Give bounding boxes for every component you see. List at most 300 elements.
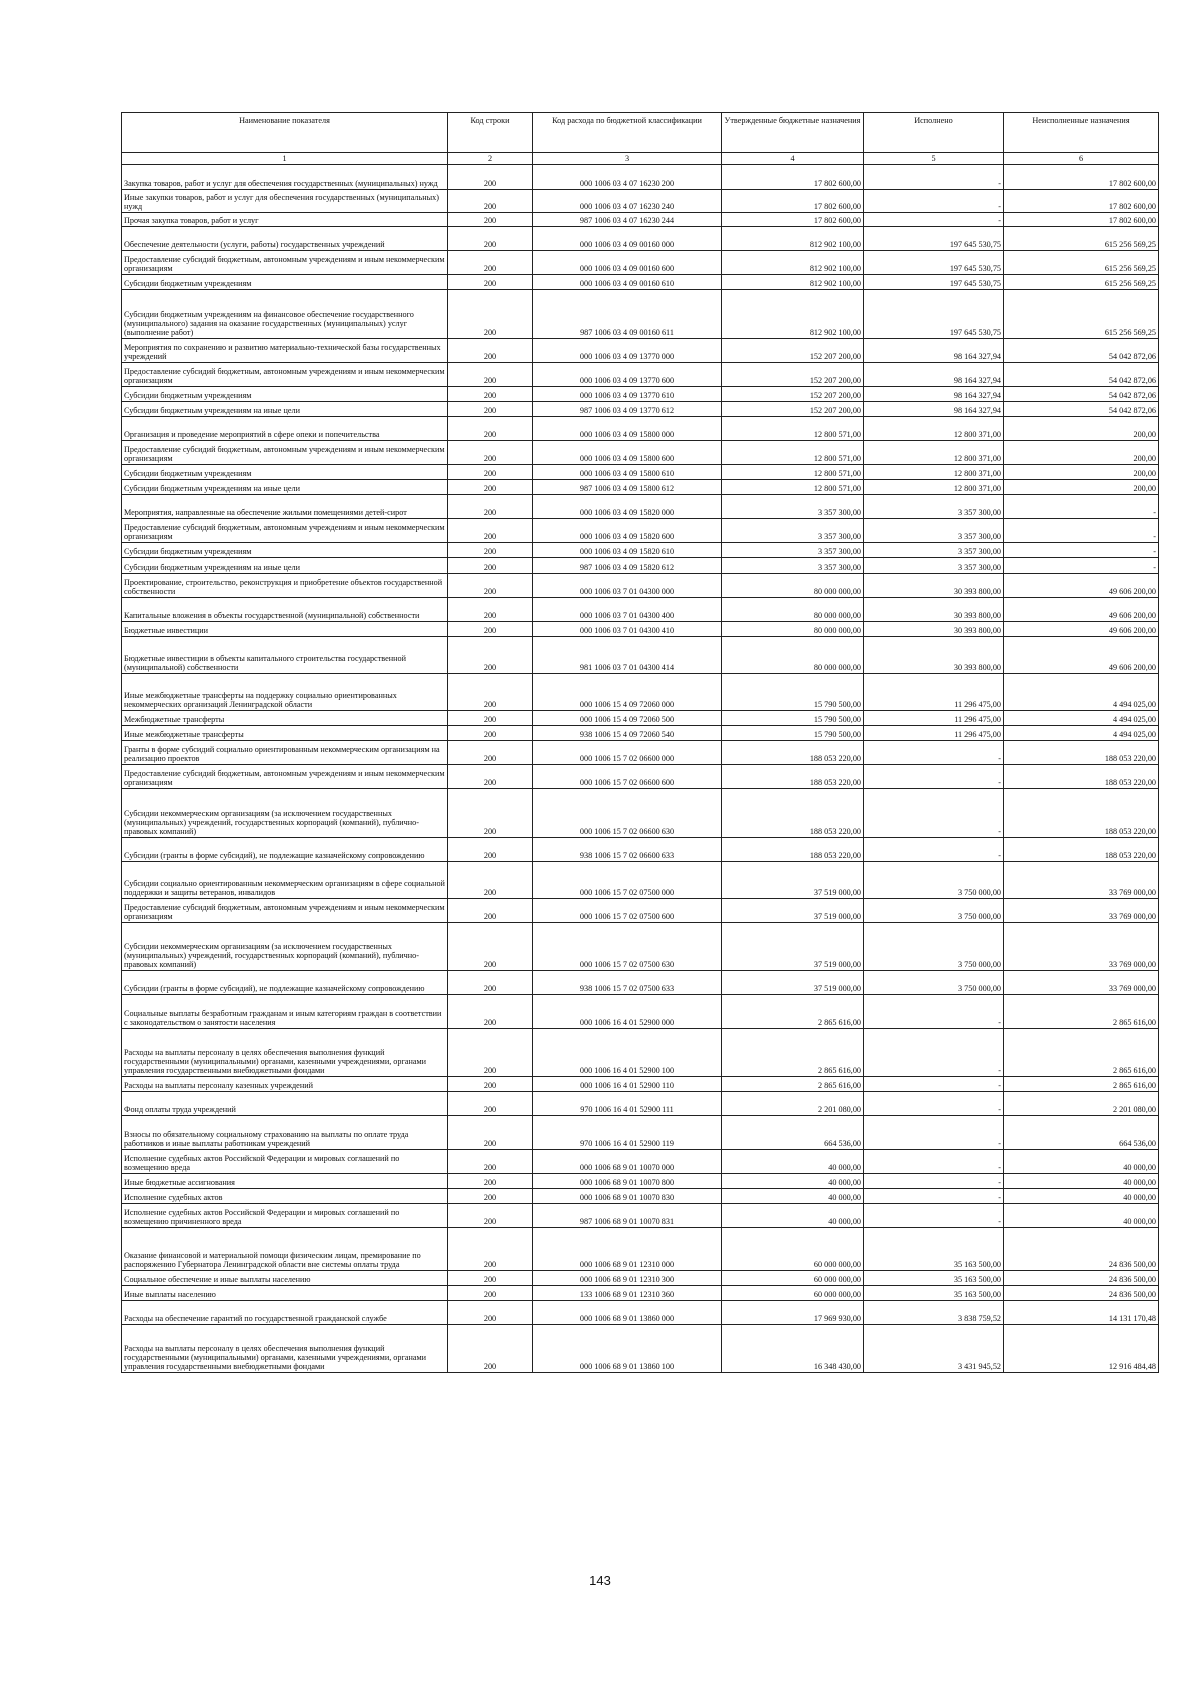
row-line-code: 200 (448, 519, 533, 543)
row-line-code: 200 (448, 558, 533, 574)
row-remaining-amount: 24 836 500,00 (1004, 1286, 1159, 1301)
row-executed-amount: 3 357 300,00 (864, 519, 1004, 543)
row-name: Капитальные вложения в объекты государственной (муниципальной) собственности (122, 598, 448, 622)
header-number-row (122, 153, 1159, 165)
row-approved-amount: 15 790 500,00 (722, 726, 864, 741)
row-line-code: 200 (448, 227, 533, 251)
row-remaining-amount: 33 769 000,00 (1004, 971, 1159, 995)
row-executed-amount: 98 164 327,94 (864, 363, 1004, 387)
row-line-code: 200 (448, 387, 533, 402)
row-approved-amount: 812 902 100,00 (722, 227, 864, 251)
row-line-code: 200 (448, 1029, 533, 1077)
table-row (122, 1077, 1159, 1092)
table-row (122, 165, 1159, 190)
row-remaining-amount: 4 494 025,00 (1004, 726, 1159, 741)
header-executed: Исполнено (864, 113, 1004, 153)
row-approved-amount: 2 865 616,00 (722, 1029, 864, 1077)
row-approved-amount: 812 902 100,00 (722, 290, 864, 339)
row-name: Предоставление субсидий бюджетным, автономным учреждениям и иным некоммерческим организациям (122, 899, 448, 923)
row-budget-code: 000 1006 15 7 02 07500 630 (533, 923, 722, 971)
row-budget-code: 000 1006 03 4 09 00160 610 (533, 275, 722, 290)
row-approved-amount: 3 357 300,00 (722, 558, 864, 574)
row-budget-code: 000 1006 68 9 01 10070 000 (533, 1150, 722, 1174)
header-line-code: Код строки (448, 113, 533, 153)
row-name: Иные закупки товаров, работ и услуг для обеспечения государственных (муниципальных) нужд (122, 190, 448, 213)
row-approved-amount: 37 519 000,00 (722, 899, 864, 923)
header-budget-code: Код расхода по бюджетной классификации (533, 113, 722, 153)
row-name: Мероприятия по сохранению и развитию материально-технической базы государственных учреждений (122, 339, 448, 363)
row-executed-amount: - (864, 1150, 1004, 1174)
row-name: Иные межбюджетные трансферты на поддержку социально ориентированных некоммерческих организаций Ленинградской области (122, 674, 448, 711)
row-name: Исполнение судебных актов Российской Федерации и мировых соглашений по возмещению вреда (122, 1150, 448, 1174)
row-executed-amount: 197 645 530,75 (864, 290, 1004, 339)
row-approved-amount: 15 790 500,00 (722, 674, 864, 711)
row-line-code: 200 (448, 1092, 533, 1116)
row-line-code: 200 (448, 862, 533, 899)
row-approved-amount: 17 802 600,00 (722, 190, 864, 213)
column-number: 6 (1004, 153, 1159, 165)
row-name: Мероприятия, направленные на обеспечение жилыми помещениями детей-сирот (122, 495, 448, 519)
row-budget-code: 000 1006 15 4 09 72060 500 (533, 711, 722, 726)
row-name: Предоставление субсидий бюджетным, автономным учреждениям и иным некоммерческим организациям (122, 441, 448, 465)
row-line-code: 200 (448, 441, 533, 465)
row-remaining-amount: 49 606 200,00 (1004, 637, 1159, 674)
row-budget-code: 000 1006 03 4 09 15820 600 (533, 519, 722, 543)
row-name: Предоставление субсидий бюджетным, автономным учреждениям и иным некоммерческим организациям (122, 765, 448, 789)
row-budget-code: 000 1006 03 4 09 13770 600 (533, 363, 722, 387)
row-line-code: 200 (448, 674, 533, 711)
row-name: Субсидии бюджетным учреждениям (122, 387, 448, 402)
row-remaining-amount: 49 606 200,00 (1004, 598, 1159, 622)
row-name: Предоставление субсидий бюджетным, автономным учреждениям и иным некоммерческим организациям (122, 519, 448, 543)
table-row (122, 674, 1159, 711)
row-executed-amount: 3 838 759,52 (864, 1301, 1004, 1325)
row-approved-amount: 188 053 220,00 (722, 789, 864, 838)
row-budget-code: 000 1006 68 9 01 13860 100 (533, 1325, 722, 1373)
row-budget-code: 000 1006 15 7 02 07500 000 (533, 862, 722, 899)
row-name: Субсидии бюджетным учреждениям на иные цели (122, 558, 448, 574)
table-row (122, 1029, 1159, 1077)
row-approved-amount: 2 865 616,00 (722, 1077, 864, 1092)
row-name: Гранты в форме субсидий социально ориентированным некоммерческим организациям на реализацию проектов (122, 741, 448, 765)
row-executed-amount: - (864, 1029, 1004, 1077)
table-body (122, 165, 1159, 1373)
row-approved-amount: 3 357 300,00 (722, 495, 864, 519)
row-name: Субсидии (гранты в форме субсидий), не подлежащие казначейскому сопровождению (122, 838, 448, 862)
row-approved-amount: 3 357 300,00 (722, 543, 864, 558)
table-row (122, 465, 1159, 480)
row-executed-amount: - (864, 789, 1004, 838)
table-row (122, 622, 1159, 637)
row-budget-code: 000 1006 68 9 01 13860 000 (533, 1301, 722, 1325)
table-row (122, 637, 1159, 674)
budget-execution-table (121, 112, 1159, 1373)
row-executed-amount: 3 750 000,00 (864, 923, 1004, 971)
row-remaining-amount: 4 494 025,00 (1004, 711, 1159, 726)
row-line-code: 200 (448, 480, 533, 495)
row-executed-amount: 35 163 500,00 (864, 1286, 1004, 1301)
table-row (122, 995, 1159, 1029)
table-row (122, 711, 1159, 726)
table-row (122, 190, 1159, 213)
row-remaining-amount: 2 865 616,00 (1004, 1029, 1159, 1077)
row-executed-amount: 197 645 530,75 (864, 251, 1004, 275)
row-line-code: 200 (448, 637, 533, 674)
row-approved-amount: 188 053 220,00 (722, 741, 864, 765)
row-remaining-amount: 615 256 569,25 (1004, 275, 1159, 290)
table-row (122, 1150, 1159, 1174)
row-budget-code: 000 1006 16 4 01 52900 110 (533, 1077, 722, 1092)
row-approved-amount: 152 207 200,00 (722, 387, 864, 402)
row-executed-amount: 3 750 000,00 (864, 862, 1004, 899)
row-budget-code: 970 1006 16 4 01 52900 111 (533, 1092, 722, 1116)
row-approved-amount: 188 053 220,00 (722, 765, 864, 789)
row-budget-code: 000 1006 03 7 01 04300 000 (533, 574, 722, 598)
row-line-code: 200 (448, 1301, 533, 1325)
row-remaining-amount: 188 053 220,00 (1004, 765, 1159, 789)
row-name: Субсидии бюджетным учреждениям (122, 543, 448, 558)
row-approved-amount: 12 800 571,00 (722, 480, 864, 495)
row-remaining-amount: 33 769 000,00 (1004, 923, 1159, 971)
row-name: Расходы на выплаты персоналу в целях обеспечения выполнения функций государственными (муниципальными) органами, казенными учреждениями, органами управления государственными внебюджетными фондами (122, 1029, 448, 1077)
table-row (122, 495, 1159, 519)
row-name: Межбюджетные трансферты (122, 711, 448, 726)
table-row (122, 480, 1159, 495)
row-approved-amount: 37 519 000,00 (722, 971, 864, 995)
row-budget-code: 987 1006 03 4 09 15800 612 (533, 480, 722, 495)
row-name: Расходы на обеспечение гарантий по государственной гражданской службе (122, 1301, 448, 1325)
row-executed-amount: - (864, 1077, 1004, 1092)
table-row (122, 519, 1159, 543)
row-line-code: 200 (448, 598, 533, 622)
row-approved-amount: 12 800 571,00 (722, 441, 864, 465)
row-name: Субсидии бюджетным учреждениям (122, 465, 448, 480)
row-name: Исполнение судебных актов Российской Федерации и мировых соглашений по возмещению причиненного вреда (122, 1204, 448, 1228)
row-line-code: 200 (448, 971, 533, 995)
row-name: Иные бюджетные ассигнования (122, 1174, 448, 1189)
row-executed-amount: - (864, 995, 1004, 1029)
header-remaining: Неисполненные назначения (1004, 113, 1159, 153)
row-remaining-amount: - (1004, 543, 1159, 558)
row-approved-amount: 60 000 000,00 (722, 1271, 864, 1286)
row-line-code: 200 (448, 363, 533, 387)
row-line-code: 200 (448, 789, 533, 838)
table-row (122, 741, 1159, 765)
row-remaining-amount: 2 865 616,00 (1004, 995, 1159, 1029)
row-remaining-amount: 54 042 872,06 (1004, 402, 1159, 417)
row-line-code: 200 (448, 465, 533, 480)
row-approved-amount: 16 348 430,00 (722, 1325, 864, 1373)
row-remaining-amount: 200,00 (1004, 465, 1159, 480)
row-line-code: 200 (448, 495, 533, 519)
row-approved-amount: 80 000 000,00 (722, 598, 864, 622)
table-row (122, 402, 1159, 417)
row-remaining-amount: 188 053 220,00 (1004, 741, 1159, 765)
row-budget-code: 987 1006 03 4 09 13770 612 (533, 402, 722, 417)
row-budget-code: 000 1006 15 7 02 06600 630 (533, 789, 722, 838)
row-line-code: 200 (448, 923, 533, 971)
row-line-code: 200 (448, 1228, 533, 1271)
row-line-code: 200 (448, 726, 533, 741)
row-remaining-amount: 54 042 872,06 (1004, 387, 1159, 402)
row-executed-amount: 11 296 475,00 (864, 711, 1004, 726)
table-row (122, 923, 1159, 971)
row-remaining-amount: 2 865 616,00 (1004, 1077, 1159, 1092)
row-name: Организация и проведение мероприятий в сфере опеки и попечительства (122, 417, 448, 441)
row-executed-amount: 12 800 371,00 (864, 441, 1004, 465)
row-executed-amount: 12 800 371,00 (864, 480, 1004, 495)
row-remaining-amount: 188 053 220,00 (1004, 838, 1159, 862)
table-row (122, 227, 1159, 251)
table-row (122, 558, 1159, 574)
row-budget-code: 000 1006 03 4 09 15800 000 (533, 417, 722, 441)
header-row (122, 113, 1159, 153)
page-number: 143 (589, 1573, 611, 1588)
row-approved-amount: 60 000 000,00 (722, 1228, 864, 1271)
table-row (122, 1325, 1159, 1373)
row-approved-amount: 2 865 616,00 (722, 995, 864, 1029)
row-approved-amount: 80 000 000,00 (722, 637, 864, 674)
row-name: Предоставление субсидий бюджетным, автономным учреждениям и иным некоммерческим организациям (122, 251, 448, 275)
row-remaining-amount: - (1004, 495, 1159, 519)
row-executed-amount: 98 164 327,94 (864, 339, 1004, 363)
row-budget-code: 000 1006 03 7 01 04300 400 (533, 598, 722, 622)
column-number: 5 (864, 153, 1004, 165)
table-row (122, 1189, 1159, 1204)
row-budget-code: 987 1006 03 4 09 00160 611 (533, 290, 722, 339)
column-number: 2 (448, 153, 533, 165)
row-remaining-amount: - (1004, 558, 1159, 574)
row-budget-code: 000 1006 03 7 01 04300 410 (533, 622, 722, 637)
row-approved-amount: 60 000 000,00 (722, 1286, 864, 1301)
row-remaining-amount: 24 836 500,00 (1004, 1271, 1159, 1286)
row-name: Субсидии бюджетным учреждениям на иные цели (122, 402, 448, 417)
row-name: Субсидии некоммерческим организациям (за исключением государственных (муниципальных) учреждений, государственных корпораций (компаний), публично-правовых компаний) (122, 789, 448, 838)
row-name: Обеспечение деятельности (услуги, работы) государственных учреждений (122, 227, 448, 251)
row-executed-amount: 30 393 800,00 (864, 622, 1004, 637)
table-row (122, 441, 1159, 465)
row-line-code: 200 (448, 622, 533, 637)
row-approved-amount: 80 000 000,00 (722, 574, 864, 598)
row-executed-amount: 11 296 475,00 (864, 674, 1004, 711)
row-executed-amount: - (864, 1092, 1004, 1116)
row-approved-amount: 40 000,00 (722, 1189, 864, 1204)
row-approved-amount: 812 902 100,00 (722, 275, 864, 290)
row-executed-amount: 35 163 500,00 (864, 1271, 1004, 1286)
row-budget-code: 000 1006 15 7 02 06600 000 (533, 741, 722, 765)
column-number: 4 (722, 153, 864, 165)
row-executed-amount: 3 357 300,00 (864, 558, 1004, 574)
row-line-code: 200 (448, 251, 533, 275)
row-approved-amount: 40 000,00 (722, 1204, 864, 1228)
row-approved-amount: 15 790 500,00 (722, 711, 864, 726)
table-row (122, 574, 1159, 598)
row-name: Субсидии бюджетным учреждениям на финансовое обеспечение государственного (муниципального) задания на оказание государственных (муниципальных) услуг (выполнение работ) (122, 290, 448, 339)
row-remaining-amount: 33 769 000,00 (1004, 862, 1159, 899)
table-row (122, 339, 1159, 363)
row-budget-code: 000 1006 03 4 07 16230 240 (533, 190, 722, 213)
row-line-code: 200 (448, 190, 533, 213)
row-budget-code: 000 1006 68 9 01 10070 800 (533, 1174, 722, 1189)
row-approved-amount: 812 902 100,00 (722, 251, 864, 275)
row-name: Субсидии социально ориентированным некоммерческим организациям в сфере социальной поддержки и защиты ветеранов, инвалидов (122, 862, 448, 899)
row-remaining-amount: 615 256 569,25 (1004, 290, 1159, 339)
row-name: Расходы на выплаты персоналу в целях обеспечения выполнения функций государственными (муниципальными) органами, казенными учреждениями, органами управления государственными внебюджетными фондами (122, 1325, 448, 1373)
row-approved-amount: 12 800 571,00 (722, 417, 864, 441)
row-remaining-amount: 188 053 220,00 (1004, 789, 1159, 838)
header-approved: Утвержденные бюджетные назначения (722, 113, 864, 153)
row-approved-amount: 2 201 080,00 (722, 1092, 864, 1116)
row-remaining-amount: 40 000,00 (1004, 1174, 1159, 1189)
row-budget-code: 000 1006 15 7 02 06600 600 (533, 765, 722, 789)
row-executed-amount: 3 750 000,00 (864, 971, 1004, 995)
row-budget-code: 000 1006 03 4 09 00160 600 (533, 251, 722, 275)
row-name: Исполнение судебных актов (122, 1189, 448, 1204)
row-budget-code: 000 1006 68 9 01 12310 000 (533, 1228, 722, 1271)
table-row (122, 1271, 1159, 1286)
row-executed-amount: 30 393 800,00 (864, 637, 1004, 674)
row-remaining-amount: 24 836 500,00 (1004, 1228, 1159, 1271)
row-approved-amount: 40 000,00 (722, 1174, 864, 1189)
row-budget-code: 133 1006 68 9 01 12310 360 (533, 1286, 722, 1301)
row-executed-amount: - (864, 1204, 1004, 1228)
row-line-code: 200 (448, 1150, 533, 1174)
row-name: Расходы на выплаты персоналу казенных учреждений (122, 1077, 448, 1092)
row-budget-code: 000 1006 03 4 07 16230 200 (533, 165, 722, 190)
row-executed-amount: 197 645 530,75 (864, 227, 1004, 251)
row-approved-amount: 152 207 200,00 (722, 402, 864, 417)
table-row (122, 1092, 1159, 1116)
row-executed-amount: - (864, 190, 1004, 213)
row-budget-code: 000 1006 15 7 02 07500 600 (533, 899, 722, 923)
row-line-code: 200 (448, 290, 533, 339)
row-executed-amount: 197 645 530,75 (864, 275, 1004, 290)
row-remaining-amount: 40 000,00 (1004, 1150, 1159, 1174)
row-remaining-amount: 200,00 (1004, 417, 1159, 441)
row-name: Проектирование, строительство, реконструкция и приобретение объектов государственной собственности (122, 574, 448, 598)
table-row (122, 387, 1159, 402)
row-line-code: 200 (448, 1077, 533, 1092)
row-budget-code: 000 1006 03 4 09 15800 600 (533, 441, 722, 465)
row-executed-amount: 12 800 371,00 (864, 465, 1004, 480)
row-line-code: 200 (448, 711, 533, 726)
row-line-code: 200 (448, 1174, 533, 1189)
row-line-code: 200 (448, 1116, 533, 1150)
report-sheet (121, 112, 1158, 1373)
row-approved-amount: 17 969 930,00 (722, 1301, 864, 1325)
table-row (122, 726, 1159, 741)
row-line-code: 200 (448, 1204, 533, 1228)
row-name: Субсидии некоммерческим организациям (за исключением государственных (муниципальных) учреждений, государственных корпораций (компаний), публично-правовых компаний) (122, 923, 448, 971)
row-budget-code: 000 1006 16 4 01 52900 100 (533, 1029, 722, 1077)
row-budget-code: 000 1006 16 4 01 52900 000 (533, 995, 722, 1029)
row-line-code: 200 (448, 1325, 533, 1373)
table-row (122, 862, 1159, 899)
row-remaining-amount: 33 769 000,00 (1004, 899, 1159, 923)
row-executed-amount: - (864, 1174, 1004, 1189)
table-row (122, 543, 1159, 558)
row-line-code: 200 (448, 741, 533, 765)
row-name: Субсидии бюджетным учреждениям (122, 275, 448, 290)
row-line-code: 200 (448, 275, 533, 290)
row-executed-amount: 98 164 327,94 (864, 402, 1004, 417)
row-remaining-amount: 615 256 569,25 (1004, 251, 1159, 275)
row-remaining-amount: 2 201 080,00 (1004, 1092, 1159, 1116)
table-row (122, 1301, 1159, 1325)
row-budget-code: 000 1006 03 4 09 15820 000 (533, 495, 722, 519)
row-approved-amount: 152 207 200,00 (722, 339, 864, 363)
table-row (122, 1116, 1159, 1150)
row-line-code: 200 (448, 402, 533, 417)
table-row (122, 290, 1159, 339)
row-remaining-amount: 17 802 600,00 (1004, 213, 1159, 227)
row-name: Бюджетные инвестиции (122, 622, 448, 637)
row-line-code: 200 (448, 165, 533, 190)
row-name: Взносы по обязательному социальному страхованию на выплаты по оплате труда работников и иные выплаты работникам учреждений (122, 1116, 448, 1150)
row-executed-amount: 98 164 327,94 (864, 387, 1004, 402)
table-row (122, 1174, 1159, 1189)
row-remaining-amount: 49 606 200,00 (1004, 574, 1159, 598)
row-line-code: 200 (448, 543, 533, 558)
row-executed-amount: - (864, 741, 1004, 765)
row-executed-amount: 3 750 000,00 (864, 899, 1004, 923)
row-line-code: 200 (448, 899, 533, 923)
row-remaining-amount: 54 042 872,06 (1004, 363, 1159, 387)
row-remaining-amount: 615 256 569,25 (1004, 227, 1159, 251)
row-remaining-amount: 17 802 600,00 (1004, 190, 1159, 213)
row-approved-amount: 37 519 000,00 (722, 923, 864, 971)
row-line-code: 200 (448, 1271, 533, 1286)
row-budget-code: 000 1006 15 4 09 72060 000 (533, 674, 722, 711)
row-line-code: 200 (448, 574, 533, 598)
row-executed-amount: - (864, 1189, 1004, 1204)
row-line-code: 200 (448, 1286, 533, 1301)
row-executed-amount: 3 357 300,00 (864, 543, 1004, 558)
row-name: Социальные выплаты безработным гражданам и иным категориям граждан в соответствии с законодательством о занятости населения (122, 995, 448, 1029)
row-executed-amount: - (864, 838, 1004, 862)
header-indicator-name: Наименование показателя (122, 113, 448, 153)
row-budget-code: 000 1006 03 4 09 15800 610 (533, 465, 722, 480)
table-row (122, 213, 1159, 227)
row-executed-amount: 3 357 300,00 (864, 495, 1004, 519)
table-row (122, 417, 1159, 441)
column-number: 1 (122, 153, 448, 165)
row-executed-amount: 30 393 800,00 (864, 598, 1004, 622)
row-line-code: 200 (448, 765, 533, 789)
row-executed-amount: 11 296 475,00 (864, 726, 1004, 741)
row-line-code: 200 (448, 417, 533, 441)
row-approved-amount: 188 053 220,00 (722, 838, 864, 862)
row-budget-code: 000 1006 03 4 09 13770 000 (533, 339, 722, 363)
row-approved-amount: 664 536,00 (722, 1116, 864, 1150)
row-remaining-amount: 49 606 200,00 (1004, 622, 1159, 637)
table-row (122, 1228, 1159, 1271)
row-executed-amount: - (864, 165, 1004, 190)
table-row (122, 838, 1159, 862)
row-executed-amount: 12 800 371,00 (864, 417, 1004, 441)
table-row (122, 789, 1159, 838)
row-name: Субсидии (гранты в форме субсидий), не подлежащие казначейскому сопровождению (122, 971, 448, 995)
row-budget-code: 938 1006 15 7 02 06600 633 (533, 838, 722, 862)
row-line-code: 200 (448, 339, 533, 363)
row-name: Фонд оплаты труда учреждений (122, 1092, 448, 1116)
row-name: Субсидии бюджетным учреждениям на иные цели (122, 480, 448, 495)
row-name: Предоставление субсидий бюджетным, автономным учреждениям и иным некоммерческим организациям (122, 363, 448, 387)
row-budget-code: 981 1006 03 7 01 04300 414 (533, 637, 722, 674)
row-remaining-amount: 14 131 170,48 (1004, 1301, 1159, 1325)
table-row (122, 1204, 1159, 1228)
row-budget-code: 000 1006 03 4 09 13770 610 (533, 387, 722, 402)
